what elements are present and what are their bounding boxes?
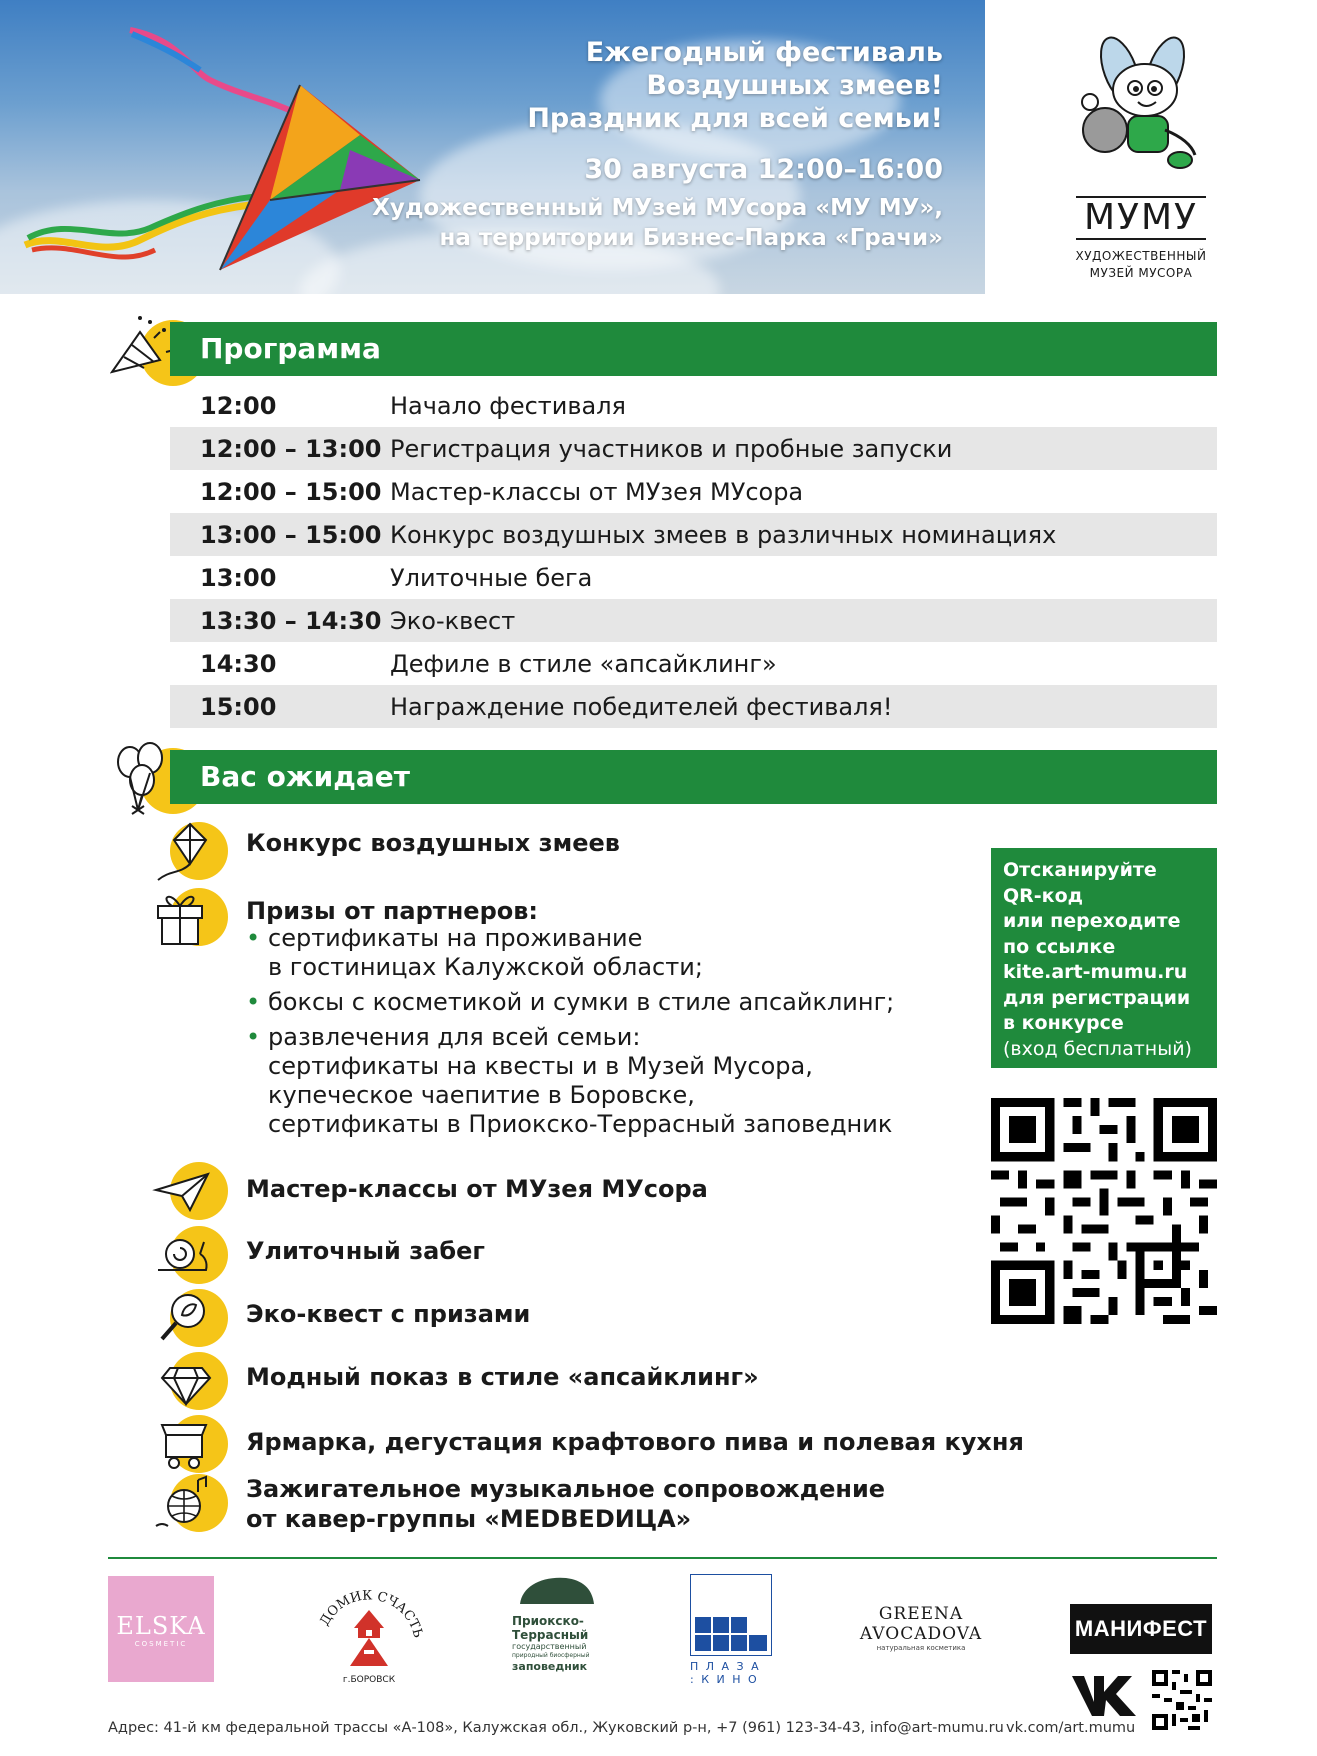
expect-header: Вас ожидает xyxy=(170,750,1217,804)
note-line: (вход бесплатный) xyxy=(1003,1037,1192,1060)
item-title: Призы от партнеров: xyxy=(246,897,539,925)
item-title: Ярмарка, дегустация крафтового пива и полевая кухня xyxy=(246,1428,1024,1456)
festival-title-line3: Праздник для всей семьи! xyxy=(527,103,943,134)
logo-subtitle xyxy=(1056,248,1226,282)
gift-icon xyxy=(150,880,224,954)
footer-vk-link[interactable]: vk.com/art.mumu xyxy=(1006,1720,1136,1736)
paper-plane-icon xyxy=(150,1154,224,1228)
bullet-line: сертификаты в Приокско-Террасный заповедник xyxy=(268,1110,893,1138)
partner-prioksko-logo xyxy=(512,1572,602,1684)
partner-greena-line2: AVOCADOVA xyxy=(859,1624,983,1644)
festival-title-line1: Ежегодный фестиваль xyxy=(585,37,943,68)
row-event: Мастер-классы от МУзея МУсора xyxy=(390,477,804,506)
registration-link[interactable]: kite.art-mumu.ru xyxy=(1003,961,1188,983)
note-line: или переходите xyxy=(1003,910,1181,932)
row-event: Улиточные бега xyxy=(390,563,593,592)
row-time: 12:00 xyxy=(200,391,277,420)
partner-prioksko-line1: Приокско- xyxy=(512,1614,584,1628)
partner-prioksko-line2: Террасный xyxy=(512,1628,589,1642)
note-line: в конкурсе xyxy=(1003,1012,1124,1034)
row-event: Награждение победителей фестиваля! xyxy=(390,692,893,721)
table-row xyxy=(170,685,1217,728)
note-line: для регистрации xyxy=(1003,986,1191,1009)
row-event: Регистрация участников и пробные запуски xyxy=(390,434,953,463)
row-time: 13:00 xyxy=(200,563,277,592)
header-banner xyxy=(0,0,985,294)
partner-prioksko-line3: государственный xyxy=(512,1642,587,1651)
item-title: Мастер-классы от МУзея МУсора xyxy=(246,1175,708,1203)
partner-plaza-name: П Л А З А xyxy=(690,1660,761,1673)
partner-prioksko-line4: природный биосферный xyxy=(512,1652,590,1659)
logo-subtitle-line1: ХУДОЖЕСТВЕННЫЙ xyxy=(1075,249,1207,263)
bullet-line: сертификаты на квесты и в Музей Мусора, xyxy=(268,1052,813,1080)
row-time: 12:00 – 13:00 xyxy=(200,434,382,463)
item-title-line1: Зажигательное музыкальное сопровождение xyxy=(246,1475,886,1503)
logo-subtitle-line2: МУЗЕЙ МУСОРА xyxy=(1089,266,1193,280)
vk-icon[interactable] xyxy=(1070,1672,1140,1718)
bullet-line: купеческое чаепитие в Боровске, xyxy=(268,1081,695,1109)
row-event: Эко-квест xyxy=(390,606,516,635)
table-row xyxy=(170,556,1217,599)
row-time: 15:00 xyxy=(200,692,277,721)
partner-domik-name: ДОМИК СЧАСТЬ xyxy=(317,1588,426,1640)
program-header: Программа xyxy=(170,322,1217,376)
partner-manifest-logo: МАНИФЕСТ xyxy=(1070,1604,1212,1654)
item-title: Модный показ в стиле «апсайклинг» xyxy=(246,1363,759,1391)
row-time: 13:30 – 14:30 xyxy=(200,606,382,635)
mumu-logo xyxy=(1000,20,1300,280)
list-item xyxy=(246,1023,894,1139)
partner-greena-line3: натуральная косметика xyxy=(876,1644,966,1652)
bullet-line: • боксы с косметикой и сумки в стиле апсайклинг; xyxy=(268,988,895,1016)
partner-elska-name: ELSKA xyxy=(116,1612,206,1640)
row-time: 14:30 xyxy=(200,649,277,678)
item-title: Улиточный забег xyxy=(246,1237,485,1265)
partner-elska-sub: COSMETIC xyxy=(134,1640,188,1648)
list-item xyxy=(246,924,894,982)
partner-greena-logo xyxy=(856,1604,986,1664)
note-line: QR-код xyxy=(1003,884,1083,907)
festival-date: 30 августа 12:00–16:00 xyxy=(584,154,943,185)
bullet-line: в гостиницах Калужской области; xyxy=(268,953,703,981)
item-title-line2: от кавер-группы «MEDBEDИЦА» xyxy=(246,1505,692,1533)
partner-elska-logo xyxy=(108,1576,214,1682)
program-schedule xyxy=(170,384,1217,728)
partner-prioksko-line5: заповедник xyxy=(512,1660,588,1673)
row-event: Конкурс воздушных змеев в различных номинациях xyxy=(390,520,1057,549)
partner-domik-logo xyxy=(306,1570,432,1690)
prizes-list xyxy=(246,924,894,1145)
qr-code[interactable] xyxy=(991,1098,1217,1324)
list-item xyxy=(246,988,894,1017)
footer-address: Адрес: 41-й км федеральной трассы «А-108», Калужская обл., Жуковский р-н, +7 (961) 123-34-43, info@art-mumu.ru xyxy=(108,1720,1004,1736)
table-row xyxy=(170,642,1217,685)
row-time: 12:00 – 15:00 xyxy=(200,477,382,506)
partner-domik-city: г.БОРОВСК xyxy=(342,1675,396,1685)
bullet-line: • сертификаты на проживание xyxy=(268,924,643,952)
table-row xyxy=(170,599,1217,642)
row-event: Начало фестиваля xyxy=(390,391,626,420)
festival-title-line2: Воздушных змеев! xyxy=(646,70,943,101)
disco-ball-icon xyxy=(150,1466,224,1540)
item-title: Эко-квест с призами xyxy=(246,1300,531,1328)
table-row xyxy=(170,513,1217,556)
partner-plaza-logo xyxy=(690,1574,774,1684)
kite-icon xyxy=(150,814,224,888)
festival-place-line2: на территории Бизнес-Парка «Грачи» xyxy=(439,225,943,251)
partner-plaza-kino: : К И Н О xyxy=(690,1673,759,1686)
registration-note xyxy=(991,848,1217,1068)
table-row xyxy=(170,427,1217,470)
bullet-line: • развлечения для всей семьи: xyxy=(268,1023,641,1051)
note-line: Отсканируйте xyxy=(1003,859,1157,881)
item-title: Конкурс воздушных змеев xyxy=(246,829,620,857)
partner-greena-line1: GREENA xyxy=(878,1604,964,1624)
festival-place-line1: Художественный МУзей МУсора «МУ МУ», xyxy=(372,195,943,221)
mascot-icon xyxy=(1060,30,1220,190)
row-time: 13:00 – 15:00 xyxy=(200,520,382,549)
footer-divider xyxy=(108,1557,1217,1559)
logo-wordmark: МУМУ xyxy=(1076,196,1206,240)
note-line: по ссылке xyxy=(1003,935,1116,958)
table-row xyxy=(170,470,1217,513)
vk-qr-code[interactable] xyxy=(1152,1670,1212,1730)
table-row xyxy=(170,384,1217,427)
row-event: Дефиле в стиле «апсайклинг» xyxy=(390,649,777,678)
